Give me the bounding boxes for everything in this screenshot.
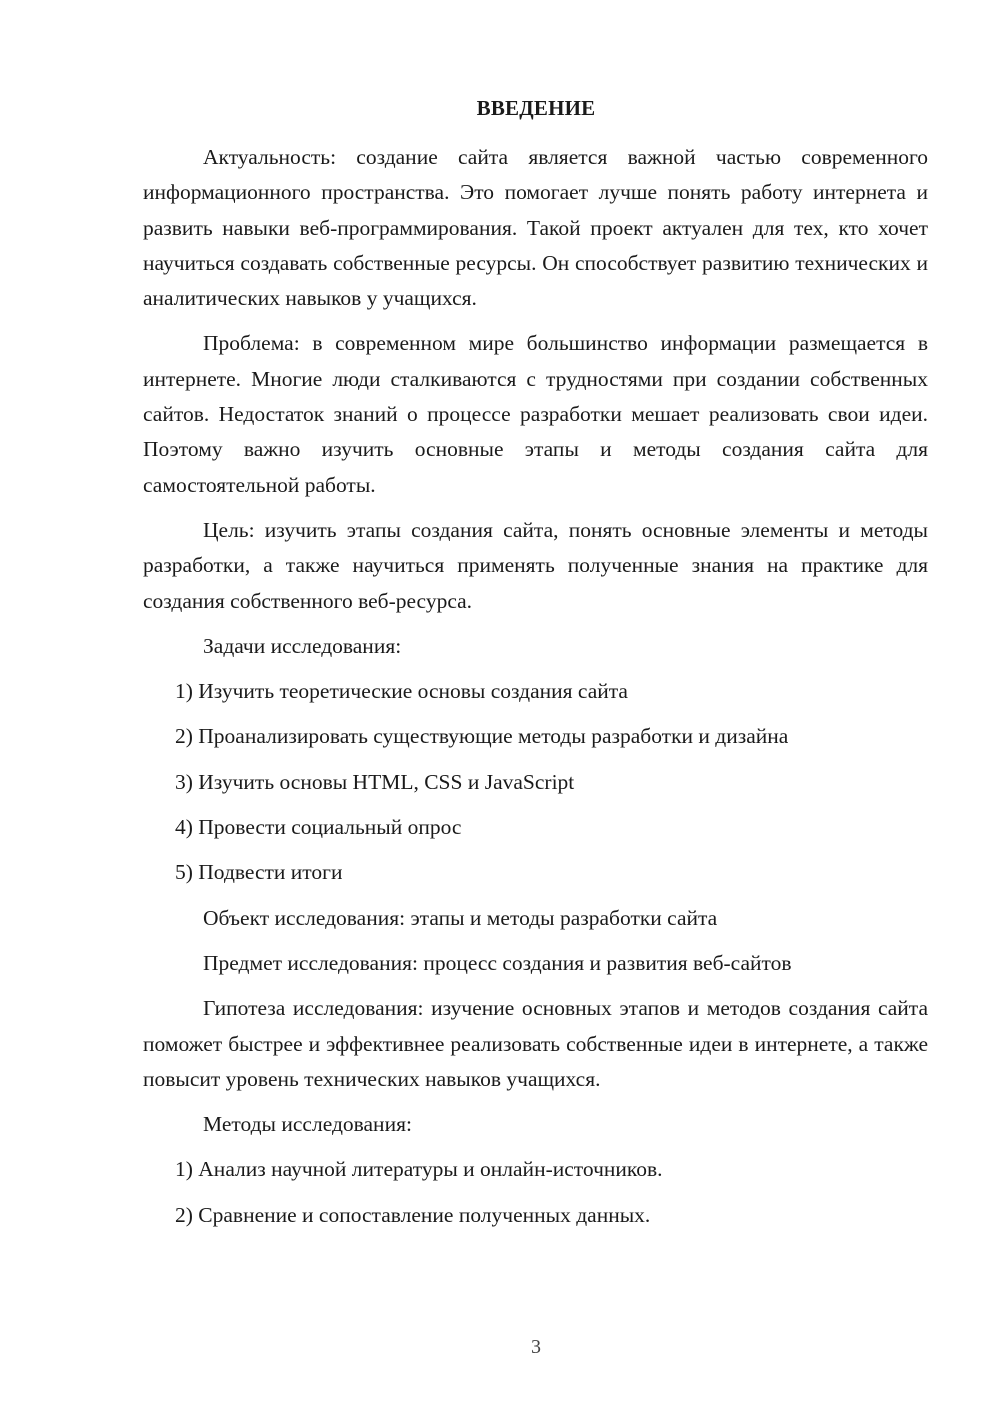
list-item: 3) Изучить основы HTML, CSS и JavaScript	[175, 769, 575, 794]
object-paragraph: Объект исследования: этапы и методы разработки сайта	[203, 905, 718, 930]
list-item: 1) Анализ научной литературы и онлайн-источников.	[175, 1157, 663, 1182]
tasks-list	[143, 674, 928, 890]
goal-paragraph: Цель: изучить этапы создания сайта, понять основные элементы и методы разработки, а также научиться применять полученные знания на практике для создания собственного веб-ресурса.	[143, 517, 928, 613]
document-body	[143, 140, 928, 1243]
hypothesis-paragraph: Гипотеза исследования: изучение основных этапов и методов создания сайта поможет быстрее и эффективнее реализовать собственные идеи в интернете, а также повысит уровень технических навыков учащихся.	[143, 996, 928, 1091]
subject-paragraph: Предмет исследования: процесс создания и развития веб-сайтов	[203, 950, 792, 975]
methods-list	[143, 1152, 928, 1233]
tasks-heading: Задачи исследования:	[203, 633, 402, 658]
problem-paragraph: Проблема: в современном мире большинство информации размещается в интернете. Многие люди сталкиваются с трудностями при создании собственных сайтов. Недостаток знаний о процессе разработки мешает реализовать свои идеи. Поэтому важно изучить основные этапы и методы создания сайта для самостоятельной работы.	[143, 331, 928, 497]
list-item: 1) Изучить теоретические основы создания сайта	[175, 679, 628, 704]
methods-heading: Методы исследования:	[203, 1112, 412, 1137]
relevance-paragraph: Актуальность: создание сайта является важной частью современного информационного пространства. Это помогает лучше понять работу интернета и развить навыки веб-программирования. Такой проект актуален для тех, кто хочет научиться создавать собственные ресурсы. Он способствует развитию технических и аналитических навыков у учащихся.	[143, 145, 928, 311]
list-item: 2) Сравнение и сопоставление полученных данных.	[175, 1202, 651, 1227]
section-title: ВВЕДЕНИЕ	[476, 96, 596, 120]
list-item: 5) Подвести итоги	[175, 860, 343, 885]
list-item: 4) Провести социальный опрос	[175, 815, 462, 840]
page-number: 3	[531, 1336, 541, 1358]
list-item: 2) Проанализировать существующие методы разработки и дизайна	[175, 724, 789, 749]
